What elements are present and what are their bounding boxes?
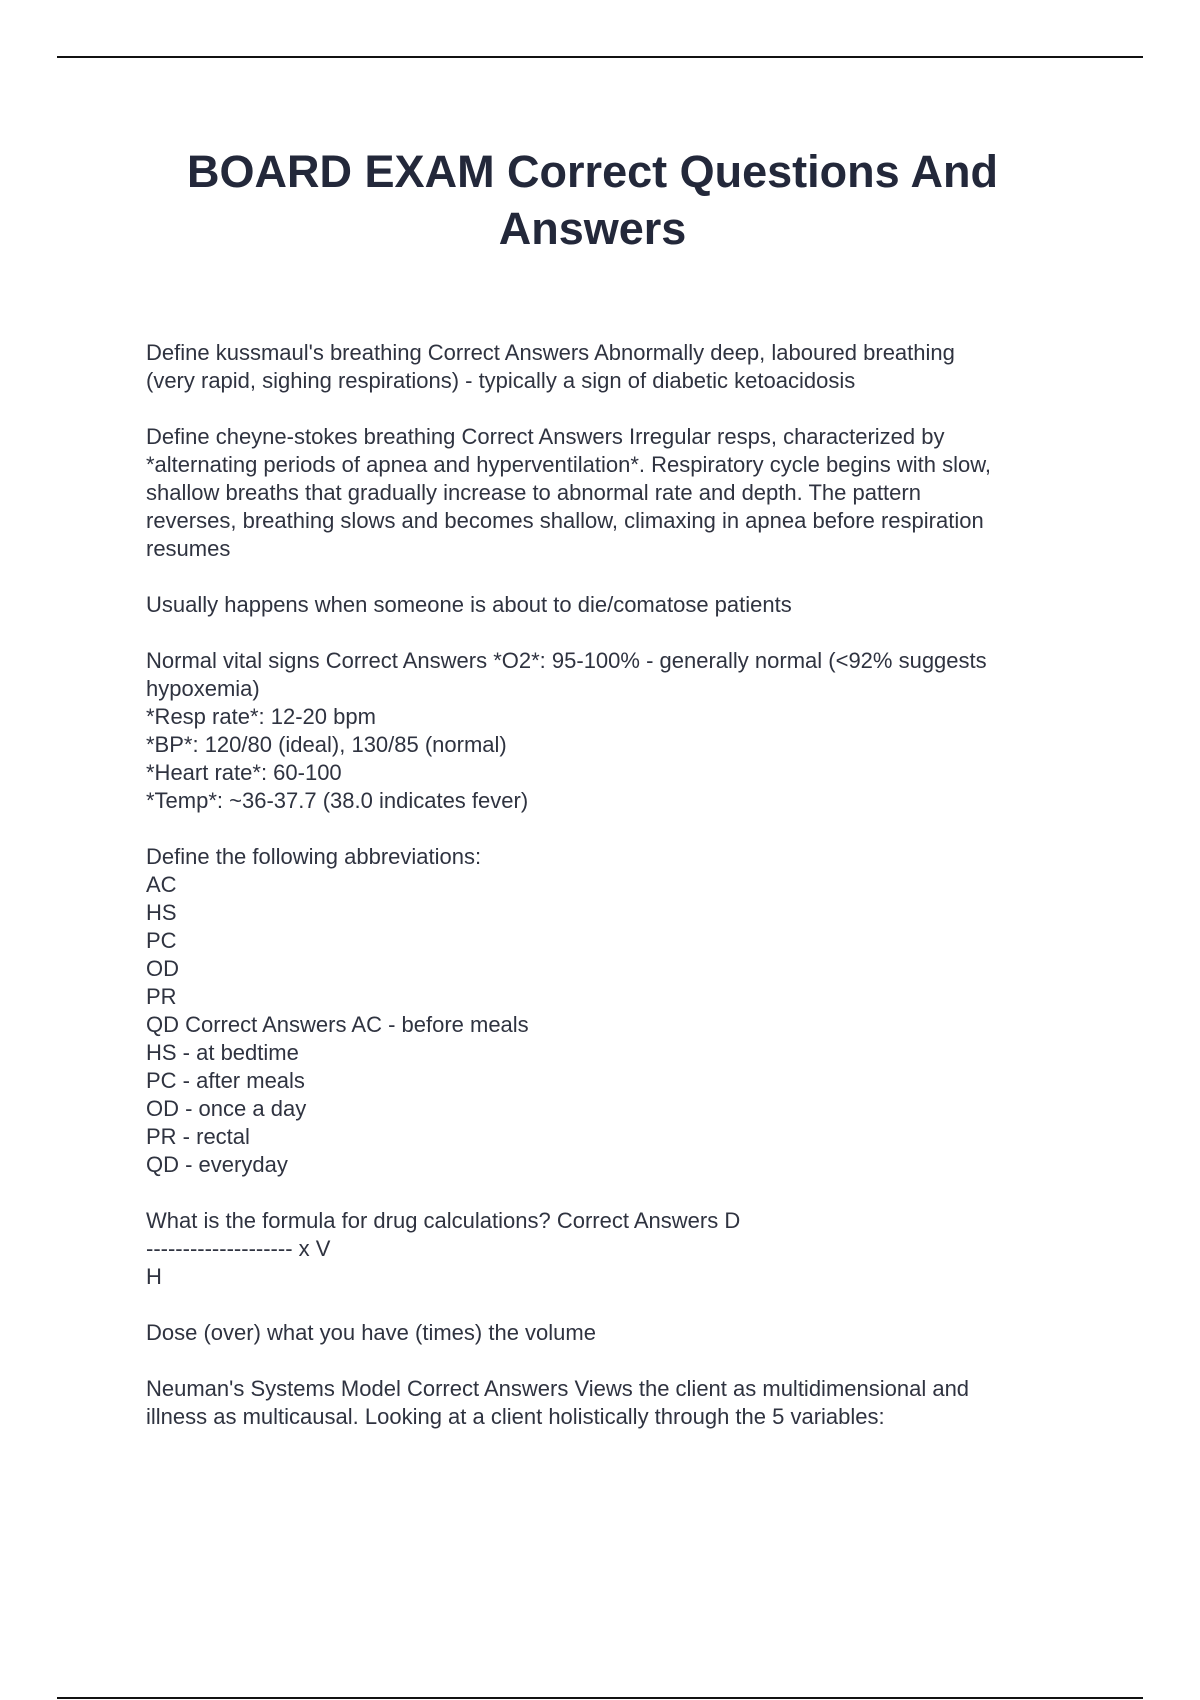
text-line: Normal vital signs Correct Answers *O2*: 95-100% - generally normal (<92% suggests	[146, 648, 987, 673]
text-line: resumes	[146, 536, 231, 561]
text-line: PR - rectal	[146, 1124, 250, 1149]
qa-drug-formula	[146, 1207, 1106, 1291]
text-line: PC - after meals	[146, 1068, 305, 1093]
text-line: *Temp*: ~36-37.7 (38.0 indicates fever)	[146, 788, 529, 813]
text-line: AC	[146, 872, 177, 897]
text-line: HS	[146, 900, 177, 925]
qa-abbreviations	[146, 843, 1106, 1179]
text-line: Dose (over) what you have (times) the volume	[146, 1320, 596, 1345]
text-line: QD - everyday	[146, 1152, 288, 1177]
text-line: *alternating periods of apnea and hyperventilation*. Respiratory cycle begins with slow,	[146, 452, 992, 477]
text-line: (very rapid, sighing respirations) - typically a sign of diabetic ketoacidosis	[146, 368, 856, 393]
text-line: Usually happens when someone is about to die/comatose patients	[146, 592, 792, 617]
text-line: *Resp rate*: 12-20 bpm	[146, 704, 376, 729]
text-line: What is the formula for drug calculations? Correct Answers D	[146, 1208, 741, 1233]
text-line: *Heart rate*: 60-100	[146, 760, 342, 785]
text-line: HS - at bedtime	[146, 1040, 299, 1065]
title-line-2: Answers	[498, 203, 687, 254]
text-line: OD	[146, 956, 179, 981]
text-line: QD Correct Answers AC - before meals	[146, 1012, 529, 1037]
document-body	[146, 339, 1106, 1459]
bottom-divider	[57, 1697, 1143, 1699]
text-line: *BP*: 120/80 (ideal), 130/85 (normal)	[146, 732, 507, 757]
note-cheyne-stokes	[146, 591, 1106, 619]
text-line: Define cheyne-stokes breathing Correct Answers Irregular resps, characterized by	[146, 424, 945, 449]
text-line: shallow breaths that gradually increase to abnormal rate and depth. The pattern	[146, 480, 921, 505]
qa-neuman-model	[146, 1375, 1106, 1431]
text-line: illness as multicausal. Looking at a client holistically through the 5 variables:	[146, 1404, 885, 1429]
text-line: Define kussmaul's breathing Correct Answers Abnormally deep, laboured breathing	[146, 340, 955, 365]
title-line-1: BOARD EXAM Correct Questions And	[187, 146, 998, 197]
text-line: hypoxemia)	[146, 676, 260, 701]
text-line: -------------------- x V	[146, 1236, 331, 1261]
text-line: H	[146, 1264, 162, 1289]
text-line: OD - once a day	[146, 1096, 307, 1121]
qa-vital-signs	[146, 647, 1106, 815]
text-line: Define the following abbreviations:	[146, 844, 482, 869]
qa-kussmaul	[146, 339, 1106, 395]
qa-cheyne-stokes	[146, 423, 1106, 563]
note-drug-formula	[146, 1319, 1106, 1347]
text-line: PR	[146, 984, 177, 1009]
top-divider	[57, 56, 1143, 58]
text-line: Neuman's Systems Model Correct Answers Views the client as multidimensional and	[146, 1376, 970, 1401]
text-line: reverses, breathing slows and becomes shallow, climaxing in apnea before respiration	[146, 508, 984, 533]
document-title	[100, 143, 1085, 257]
text-line: PC	[146, 928, 177, 953]
